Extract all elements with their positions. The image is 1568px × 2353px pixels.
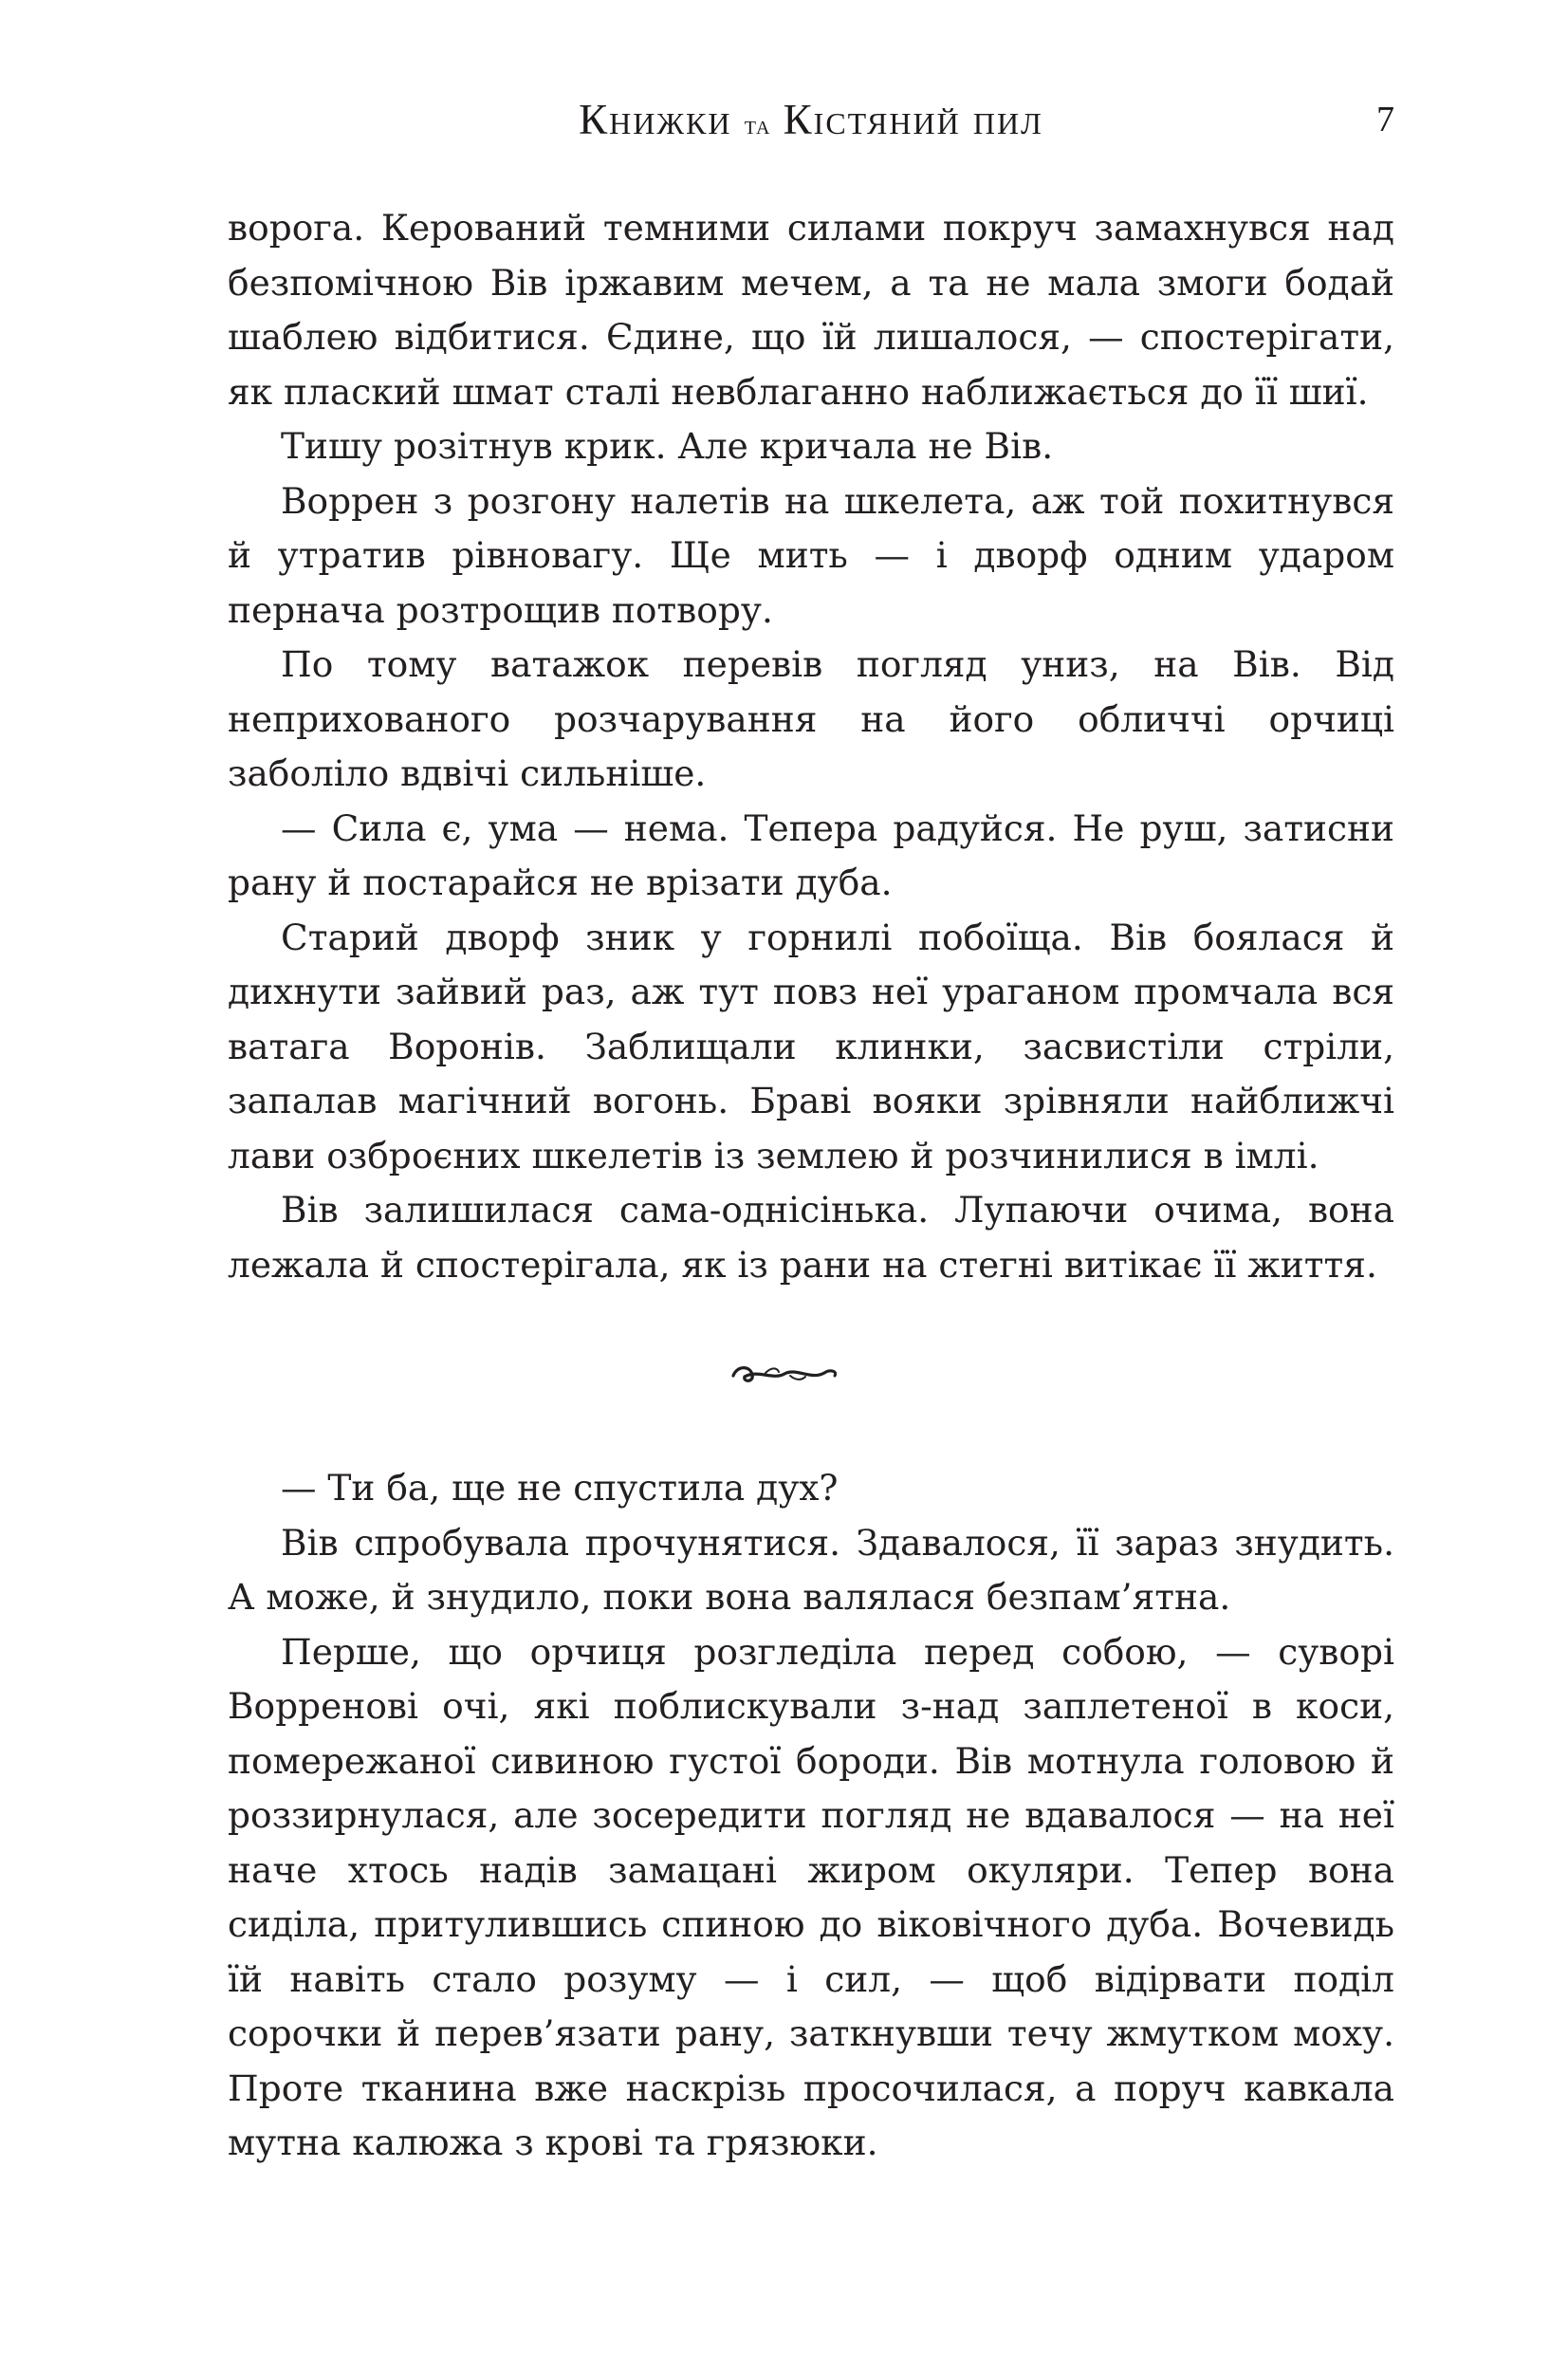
page-number: 7: [1376, 100, 1394, 139]
paragraph: Старий дворф зник у горнилі побоїща. Вів боялася й дихнути зайвий раз, аж тут повз неї ураганом промчала вся ватага Воронів. Заблищали клинки, засвистіли стріли, запалав магічний вогонь. Браві вояки зрівняли найближчі лави озброєних шкелетів із землею й розчинилися в імлі.: [228, 916, 1394, 1176]
title-connector: та: [744, 111, 771, 140]
paragraph: Перше, що орчиця розгледіла перед собою, — суворі Ворренові очі, які поблискували з-над заплетеної в коси, помережаної сивиною густої бороди. Вів мотнула головою й роззирнулася, але зосередити погляд не вдавалося — на неї наче хтось надів замацані жиром окуляри. Тепер вона сиділа, притулившись спиною до віковічного дуба. Вочевидь їй навіть стало розуму — і сил, — щоб відірвати поділ сорочки й перев’язати рану, заткнувши течу жмутком моху. Проте тканина вже наскрізь просочилася, а поруч кавкала мутна калюжа з крові та грязюки.: [228, 1630, 1394, 2163]
paragraph: Тишу розітнув крик. Але кричала не Вів.: [281, 425, 1054, 467]
text-block-2: [228, 1461, 1394, 2171]
paragraph: По тому ватажок перевів погляд униз, на Вів. Від неприхованого розчарування на його обличчі орчиці заболіло вдвічі сильніше.: [228, 643, 1394, 794]
title-part-2: Кістяний пил: [783, 96, 1043, 143]
paragraph: Вів залишилася сама-однісінька. Лупаючи очима, вона лежала й спостерігала, як із рани на стегні витікає її життя.: [228, 1189, 1394, 1286]
running-head: [228, 87, 1394, 163]
text-block-1: [228, 201, 1394, 1292]
title-part-1: Книжки: [579, 96, 732, 143]
section-break-ornament: [0, 1354, 1568, 1392]
paragraph: Воррен з розгону налетів на шкелета, аж той похитнувся й утратив рівновагу. Ще мить — і дворф одним ударом пернача розтрощив потвору.: [228, 479, 1394, 631]
dialogue-paragraph: — Ти ба, ще не спустила дух?: [281, 1467, 839, 1509]
book-title: [228, 95, 1394, 144]
flourish-icon: [728, 1354, 841, 1392]
dialogue-paragraph: — Сила є, ума — нема. Тепера радуйся. Не руш, затисни рану й постарайся не врізати дуба.: [228, 806, 1394, 903]
paragraph-continued: ворога. Керований темними силами покруч замахнувся над безпомічною Вів іржавим мечем, а та не мала змоги бодай шаблею відбитися. Єдине, що їй лишалося, — спостерігати, як плаский шмат сталі невблаганно наближається до її шиї.: [228, 207, 1394, 413]
paragraph: Вів спробувала прочунятися. Здавалося, її зараз знудить. А може, й знудило, поки вона валялася безпам’ятна.: [228, 1521, 1394, 1618]
